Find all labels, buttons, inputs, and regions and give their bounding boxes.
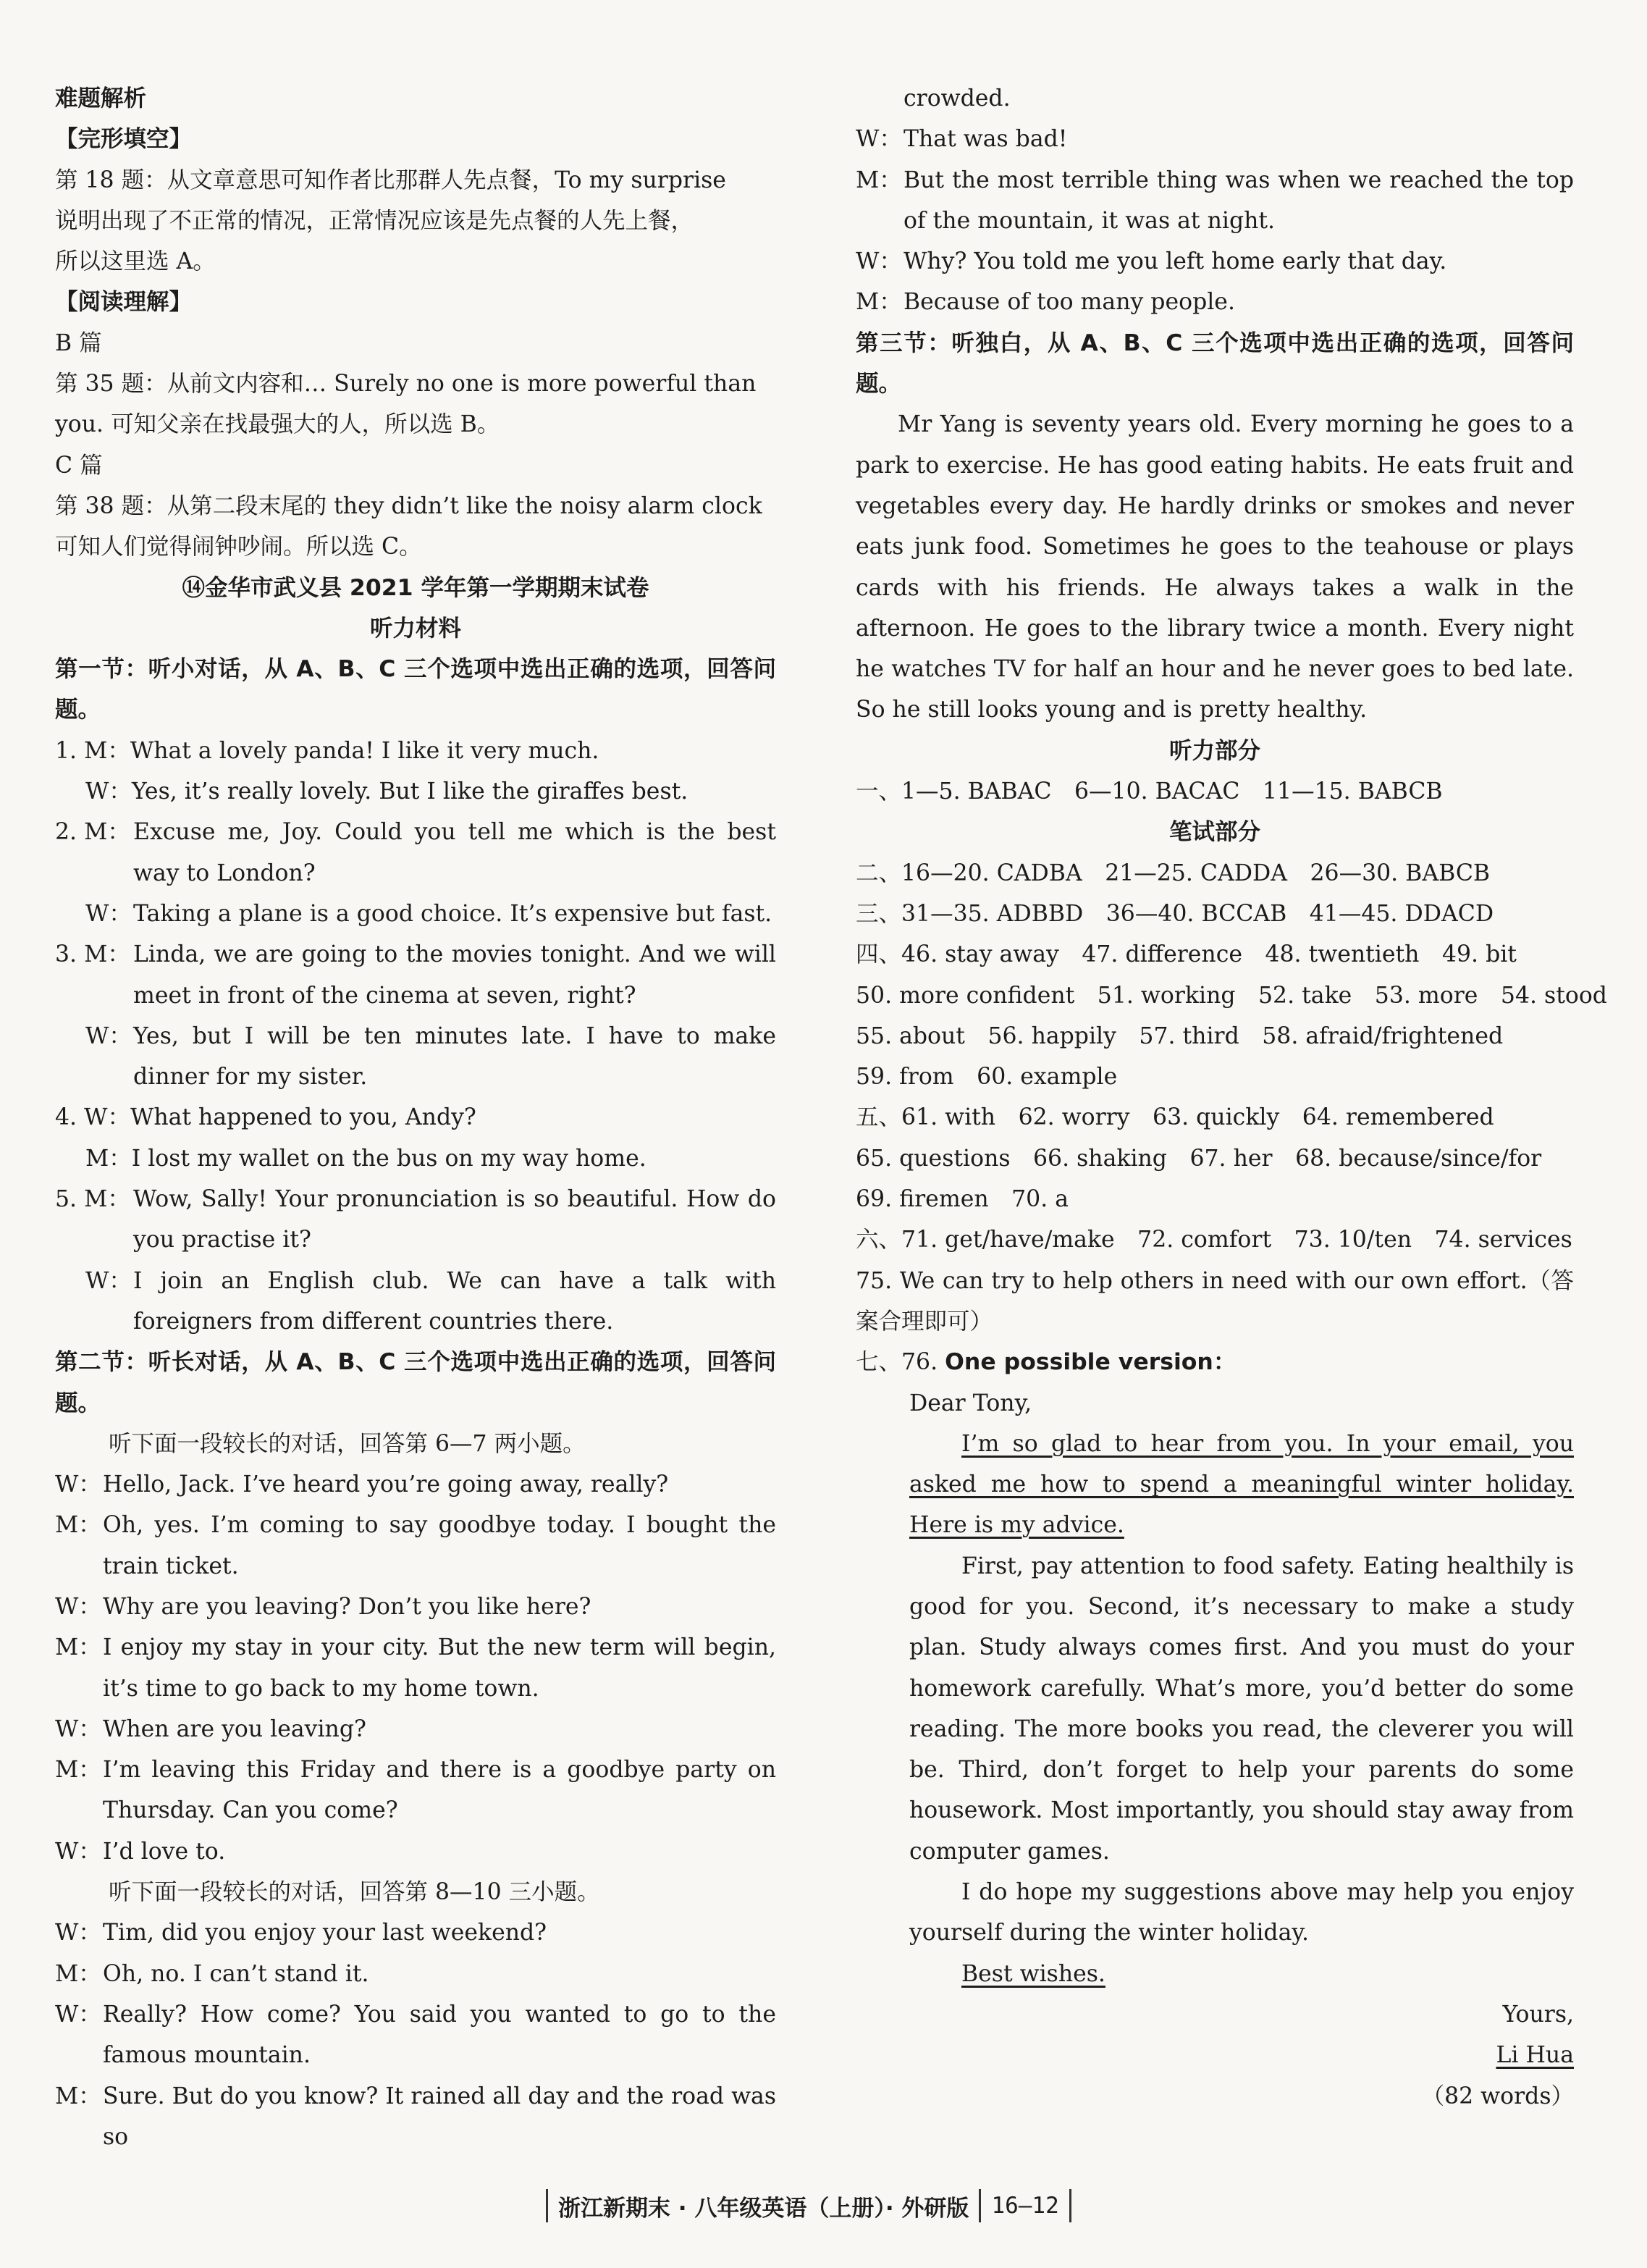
dialogue-line <box>55 1912 776 1953</box>
footer-divider <box>979 2189 981 2222</box>
reading-tag: 【阅读理解】 <box>55 289 193 316</box>
passage-c-label: C 篇 <box>55 452 103 479</box>
dialogue-line <box>55 1994 776 2076</box>
monologue-paragraph: Mr Yang is seventy years old. Every morning he goes to a park to exercise. He has good eating habits. He eats fruit and vegetables every day. He hardly drinks or smokes and never eats junk food. Sometimes he goes to the teahouse or plays cards with his friends. He always takes a walk in the afternoon. He goes to the library twice a month. Every night he watches TV for half an hour and he never goes to bed late. So he still looks young and is pretty healthy. <box>856 411 1574 723</box>
letter-paragraph: First, pay attention to food safety. Eating healthily is good for you. Second, it’s necessary to make a study plan. Study always comes first. And you must do your homework carefully. What’s more, you’d better do some reading. The more books you read, the cleverer you will be. Third, don’t forget to help your parents do some housework. Most importantly, you should stay away from computer games. <box>909 1553 1574 1865</box>
speaker: M： <box>55 1757 101 1784</box>
dialogue-line <box>856 119 1574 159</box>
dialogue-line <box>55 2076 776 2158</box>
answer-line: 一、1—5. BABAC 6—10. BACAC 11—15. BABCB <box>856 778 1443 805</box>
letter-paragraph: I do hope my suggestions above may help you enjoy yourself during the winter holiday. <box>909 1879 1574 1946</box>
page-number: 16—12 <box>991 2193 1059 2219</box>
speaker: W： <box>55 1593 101 1620</box>
utterance: Excuse me, Joy. Could you tell me which is the best way to London? <box>133 819 776 886</box>
speaker: M： <box>856 289 902 316</box>
dialogue-line: W：Yes, it’s really lovely. But I like the giraffes best. <box>85 778 688 805</box>
speaker: M： <box>55 2083 101 2109</box>
dialogue-line <box>55 894 776 934</box>
speaker: M： <box>55 1512 101 1539</box>
letter-closing: Best wishes. <box>961 1960 1105 1987</box>
section-2-instructions: 第二节：听长对话，从 A、B、C 三个选项中选出正确的选项，回答问题。 <box>55 1349 776 1416</box>
q38-line: 可知人们觉得闹钟吵闹。所以选 C。 <box>55 534 422 560</box>
letter-signoff: Yours, <box>1502 2001 1574 2028</box>
utterance: Because of too many people. <box>903 289 1235 316</box>
utterance: Oh, no. I can’t stand it. <box>103 1960 369 1987</box>
footer-divider <box>546 2189 548 2222</box>
utterance: I’d love to. <box>103 1838 226 1865</box>
conversation-8-10 <box>55 1912 776 2157</box>
word-count: （82 words） <box>1421 2083 1574 2109</box>
dialogue-line <box>55 1831 776 1872</box>
letter-signature: Li Hua <box>1496 2042 1574 2069</box>
letter-paragraph: I’m so glad to hear from you. In your email, you asked me how to spend a meaningful winter holiday. Here is my advice. <box>909 1430 1574 1539</box>
dialogue-line: 1. M：What a lovely panda! I like it very much. <box>55 737 599 764</box>
utterance: I enjoy my stay in your city. But the new term will begin, it’s time to go back to my home town. <box>103 1634 776 1702</box>
dialogue-line <box>856 160 1574 242</box>
dialogue-line <box>55 1505 776 1587</box>
dialogue-line <box>55 1954 776 1994</box>
speaker: W： <box>55 1471 101 1498</box>
q35-line: 第 35 题：从前文内容和… Surely no one is more powerful than <box>55 371 757 398</box>
book-title: 浙江新期末 · 八年级英语（上册）· 外研版 <box>558 2195 969 2222</box>
speaker: W： <box>856 126 902 153</box>
dialogue-continuation: crowded. <box>903 85 1011 112</box>
speaker: 2. M： <box>55 819 130 846</box>
utterance: But the most terrible thing was when we reached the top of the mountain, it was at night. <box>903 167 1574 234</box>
written-part-heading: 笔试部分 <box>1168 819 1260 846</box>
q35-line: you. 可知父亲在找最强大的人，所以选 B。 <box>55 411 500 438</box>
utterance: Oh, yes. I’m coming to say goodbye today. I bought the train ticket. <box>103 1512 776 1579</box>
dialogue-line <box>55 934 776 1016</box>
utterance: Taking a plane is a good choice. It’s expensive but fast. <box>133 900 772 927</box>
left-column <box>55 78 776 2157</box>
utterance: Really? How come? You said you wanted to go to the famous mountain. <box>103 2001 776 2069</box>
answer-line: 四、46. stay away 47. difference 48. twentieth 49. bit <box>856 941 1517 968</box>
utterance: Wow, Sally! Your pronunciation is so beautiful. How do you practise it? <box>133 1186 776 1253</box>
possible-version-label: One possible version： <box>945 1349 1237 1376</box>
q18-line: 所以这里选 A。 <box>55 248 216 275</box>
q18-line: 说明出现了不正常的情况，正常情况应该是先点餐的人先上餐， <box>55 207 694 234</box>
section-3-instructions: 第三节：听独白，从 A、B、C 三个选项中选出正确的选项，回答问题。 <box>856 329 1574 398</box>
answer-line: 三、31—35. ADBBD 36—40. BCCAB 41—45. DDACD <box>856 900 1494 927</box>
answer-line: 69. firemen 70. a <box>856 1186 1069 1213</box>
cloze-tag: 【完形填空】 <box>55 126 193 153</box>
dialogue-line <box>856 282 1574 322</box>
utterance: Linda, we are going to the movies tonight. And we will meet in front of the cinema at seven, right? <box>133 941 776 1009</box>
answer-line: 50. more confident 51. working 52. take 53. more 54. stood <box>856 982 1607 1009</box>
utterance: When are you leaving? <box>103 1715 366 1742</box>
answer-line: 五、61. with 62. worry 63. quickly 64. remembered <box>856 1104 1494 1131</box>
dialogue-line: 4. W：What happened to you, Andy? <box>55 1104 476 1131</box>
speaker: W： <box>55 1715 101 1742</box>
utterance: Yes, but I will be ten minutes late. I have to make dinner for my sister. <box>133 1022 776 1091</box>
dialogue-line <box>55 1179 776 1261</box>
dialogue-line <box>55 1261 776 1343</box>
listening-title: 听力材料 <box>369 615 461 642</box>
speaker: W： <box>55 1920 101 1946</box>
dialogue-line <box>55 812 776 894</box>
letter-greeting: Dear Tony, <box>909 1390 1032 1416</box>
conversation-intro: 听下面一段较长的对话，回答第 6—7 两小题。 <box>109 1430 586 1457</box>
right-column <box>856 78 1607 2117</box>
dialogue-line <box>55 1016 776 1098</box>
page-footer <box>536 2187 1082 2225</box>
answer-line: 75. We can try to help others in need with our own effort.（答案合理即可） <box>856 1267 1574 1335</box>
answer-line <box>856 1342 1574 1382</box>
conversation-intro: 听下面一段较长的对话，回答第 8—10 三小题。 <box>109 1879 600 1906</box>
utterance: Why? You told me you left home early that day. <box>903 248 1447 275</box>
speaker: W： <box>55 2001 101 2028</box>
answer-line: 六、71. get/have/make 72. comfort 73. 10/ten 74. services <box>856 1227 1572 1253</box>
answer-line: 59. from 60. example <box>856 1064 1118 1091</box>
dialogue-line <box>55 1464 776 1505</box>
dialogue-line <box>55 1750 776 1831</box>
speaker: W： <box>856 248 902 275</box>
dialogue-line <box>55 1587 776 1627</box>
utterance: Sure. But do you know? It rained all day and the road was so <box>103 2083 776 2150</box>
speaker: W： <box>85 1267 132 1294</box>
answer-number: 七、76. <box>856 1349 945 1376</box>
utterance: Tim, did you enjoy your last weekend? <box>103 1920 547 1946</box>
speaker: M： <box>856 167 902 193</box>
answer-line: 二、16—20. CADBA 21—25. CADDA 26—30. BABCB <box>856 860 1491 886</box>
passage-b-label: B 篇 <box>55 329 102 356</box>
dialogue-line: M：I lost my wallet on the bus on my way home. <box>85 1145 646 1172</box>
answer-line: 55. about 56. happily 57. third 58. afraid/frightened <box>856 1022 1504 1049</box>
speaker: W： <box>85 900 132 927</box>
speaker: M： <box>55 1960 101 1987</box>
utterance: I’m leaving this Friday and there is a goodbye party on Thursday. Can you come? <box>103 1757 776 1824</box>
dialogue-line <box>856 241 1574 282</box>
conversation-8-10-cont <box>856 119 1574 322</box>
q18-line: 第 18 题：从文章意思可知作者比那群人先点餐，To my surprise <box>55 167 726 193</box>
dialogue-line <box>55 1627 776 1709</box>
sample-letter <box>856 1383 1574 2117</box>
utterance: That was bad! <box>903 126 1068 153</box>
utterance: Hello, Jack. I’ve heard you’re going away, really? <box>103 1471 669 1498</box>
footer-divider <box>1069 2189 1071 2222</box>
utterance: I join an English club. We can have a talk with foreigners from different countries there. <box>133 1267 776 1335</box>
exam-title: ⑭金华市武义县 2021 学年第一学期期末试卷 <box>182 574 649 601</box>
answer-line: 65. questions 66. shaking 67. her 68. because/since/for <box>856 1145 1542 1172</box>
speaker: 3. M： <box>55 941 130 968</box>
utterance: Why are you leaving? Don’t you like here? <box>103 1593 591 1620</box>
speaker: W： <box>85 1022 132 1049</box>
difficulty-heading: 难题解析 <box>55 85 147 112</box>
q38-line: 第 38 题：从第二段末尾的 they didn’t like the noisy alarm clock <box>55 492 762 519</box>
speaker: M： <box>55 1634 101 1661</box>
speaker: 5. M： <box>55 1186 130 1213</box>
section-1-instructions: 第一节：听小对话，从 A、B、C 三个选项中选出正确的选项，回答问题。 <box>55 656 776 723</box>
dialogue-line <box>55 1709 776 1750</box>
speaker: W： <box>55 1838 101 1865</box>
conversation-6-7 <box>55 1464 776 1872</box>
listening-part-heading: 听力部分 <box>1168 737 1260 764</box>
